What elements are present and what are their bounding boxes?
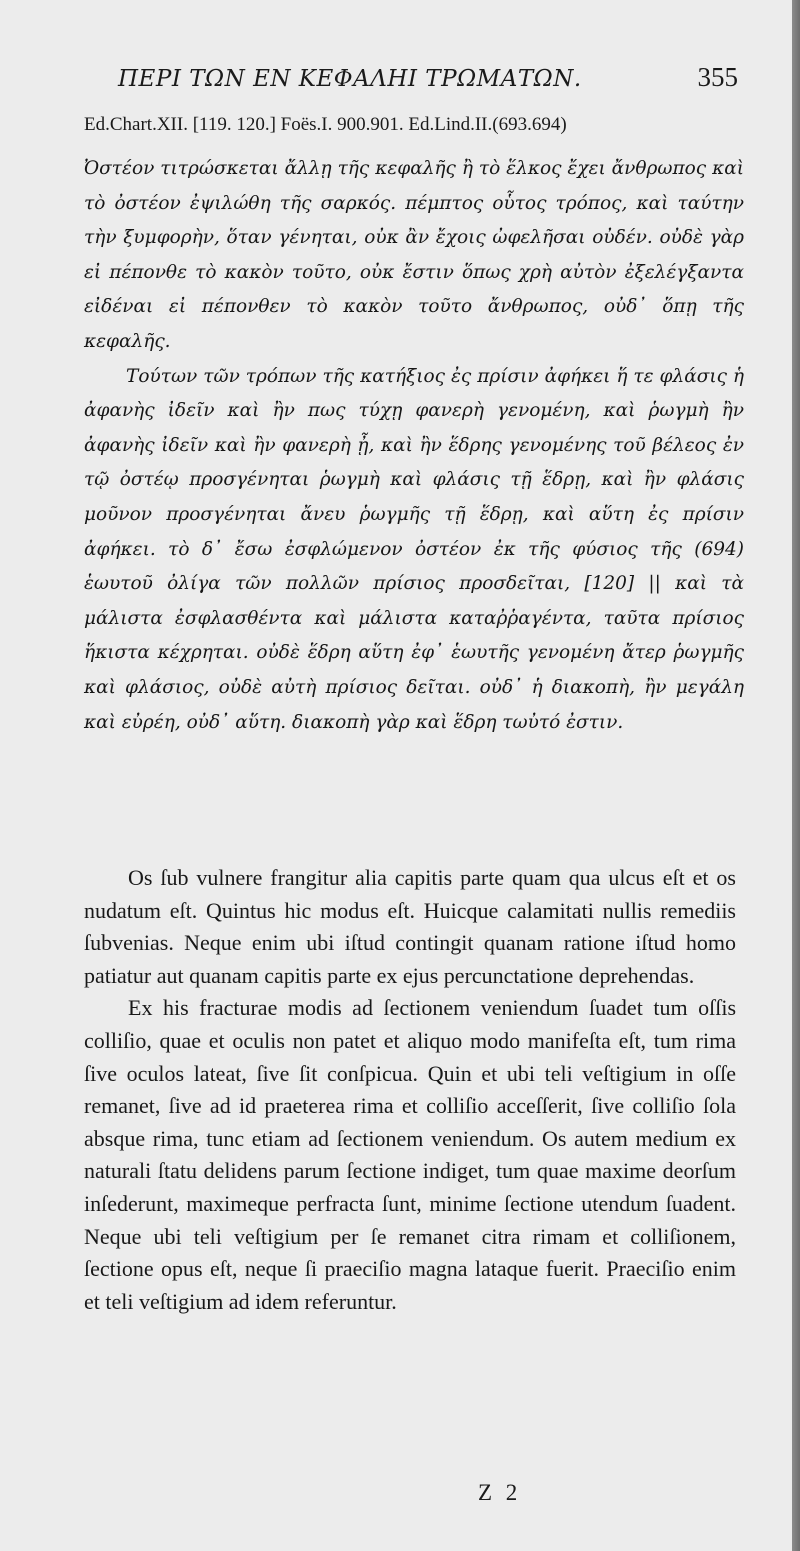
- running-title: ΠΕΡΙ ΤΩΝ ΕΝ ΚΕΦΑΛΗΙ ΤΡΩΜΑΤΩΝ.: [118, 66, 582, 92]
- running-head: [118, 62, 738, 102]
- latin-translation-block: [84, 862, 736, 1318]
- edition-references: Ed.Chart.XII. [119. 120.] Foës.I. 900.901. Ed.Lind.II.(693.694): [84, 114, 567, 135]
- signature-mark: Z 2: [478, 1480, 522, 1505]
- greek-text-block: [84, 152, 744, 740]
- page-number: 355: [697, 62, 738, 92]
- page-edge: [792, 0, 800, 1551]
- latin-paragraph: Os ſub vulnere frangitur alia capitis parte quam qua ulcus eſt et os nudatum eſt. Quintus hic modus eſt. Huicque calamitati nullis remediis ſubvenias. Neque enim ubi iſtud contingit quanam ratione iſtud homo patiatur aut quanam capitis parte ex ejus percunctatione deprehendas.: [84, 865, 736, 988]
- greek-paragraph: Τούτων τῶν τρόπων τῆς κατήξιος ἐς πρίσιν ἀφήκει ἥ τε φλάσις ἡ ἀφανὴς ἰδεῖν καὶ ἢν πως τύχῃ φανερὴ γενομένη, καὶ ῥωγμὴ ἢν ἀφανὴς ἰδεῖν καὶ ἢν φανερὴ ᾖ, καὶ ἢν ἕδρης γενομένης τοῦ βέλεος ἐν τῷ ὀστέῳ προσγένηται ῥωγμὴ καὶ φλάσις τῇ ἕδρῃ, καὶ ἢν φλάσις μοῦνον προσγένηται ἄνευ ῥωγμῆς τῇ ἕδρῃ, καὶ αὕτη ἐς πρίσιν ἀφήκει. τὸ δ᾽ ἔσω ἐσφλώμενον ὀστέον ἐκ τῆς φύσιος τῆς (694) ἑωυτοῦ ὀλίγα τῶν πολλῶν πρίσιος προσδεῖται, [120] || καὶ τὰ μάλιστα ἐσφλασθέντα καὶ μάλιστα καταῤῥαγέντα, ταῦτα πρίσιος ἥκιστα κέχρηται. οὐδὲ ἕδρη αὕτη ἐφ᾽ ἑωυτῆς γενομένη ἄτερ ῥωγμῆς καὶ φλάσιος, οὐδὲ αὐτὴ πρίσιος δεῖται. οὐδ᾽ ἡ διακοπὴ, ἢν μεγάλη καὶ εὐρέη, οὐδ᾽ αὕτη. διακοπὴ γὰρ καὶ ἕδρη τωὐτό ἐστιν.: [84, 365, 744, 733]
- latin-paragraph: Ex his fracturae modis ad ſectionem veniendum ſuadet tum oſſis colliſio, quae et oculis non patet et aliquo modo manifeſta eſt, tum rima ſive oculos lateat, ſive ſit conſpicua. Quin et ubi teli veſtigium in oſſe remanet, ſive ad id praeterea rima et colliſio acceſſerit, ſive colliſio ſola absque rima, tunc etiam ad ſectionem veniendum. Os autem medium ex naturali ſtatu delidens parum ſectione indiget, tum quae maxime deorſum inſederunt, maximeque perfracta ſunt, minime ſectione utendum ſuadent. Neque ubi teli veſtigium per ſe remanet citra rimam et colliſionem, ſectione opus eſt, neque ſi praeciſio magna lataque fuerit. Praeciſio enim et teli veſtigium ad idem referuntur.: [84, 995, 736, 1314]
- greek-paragraph: Ὀστέον τιτρώσκεται ἄλλῃ τῆς κεφαλῆς ἢ τὸ ἕλκος ἔχει ἄνθρωπος καὶ τὸ ὀστέον ἐψιλώθη τῆς σαρκός. πέμπτος οὗτος τρόπος, καὶ ταύτην τὴν ξυμφορὴν, ὅταν γένηται, οὐκ ἂν ἔχοις ὠφελῆσαι οὐδέν. οὐδὲ γὰρ εἰ πέπονθε τὸ κακὸν τοῦτο, οὐκ ἔστιν ὅπως χρὴ αὐτὸν ἐξελέγξαντα εἰδέναι εἰ πέπονθεν τὸ κακὸν τοῦτο ἄνθρωπος, οὐδ᾽ ὅπῃ τῆς κεφαλῆς.: [84, 158, 744, 352]
